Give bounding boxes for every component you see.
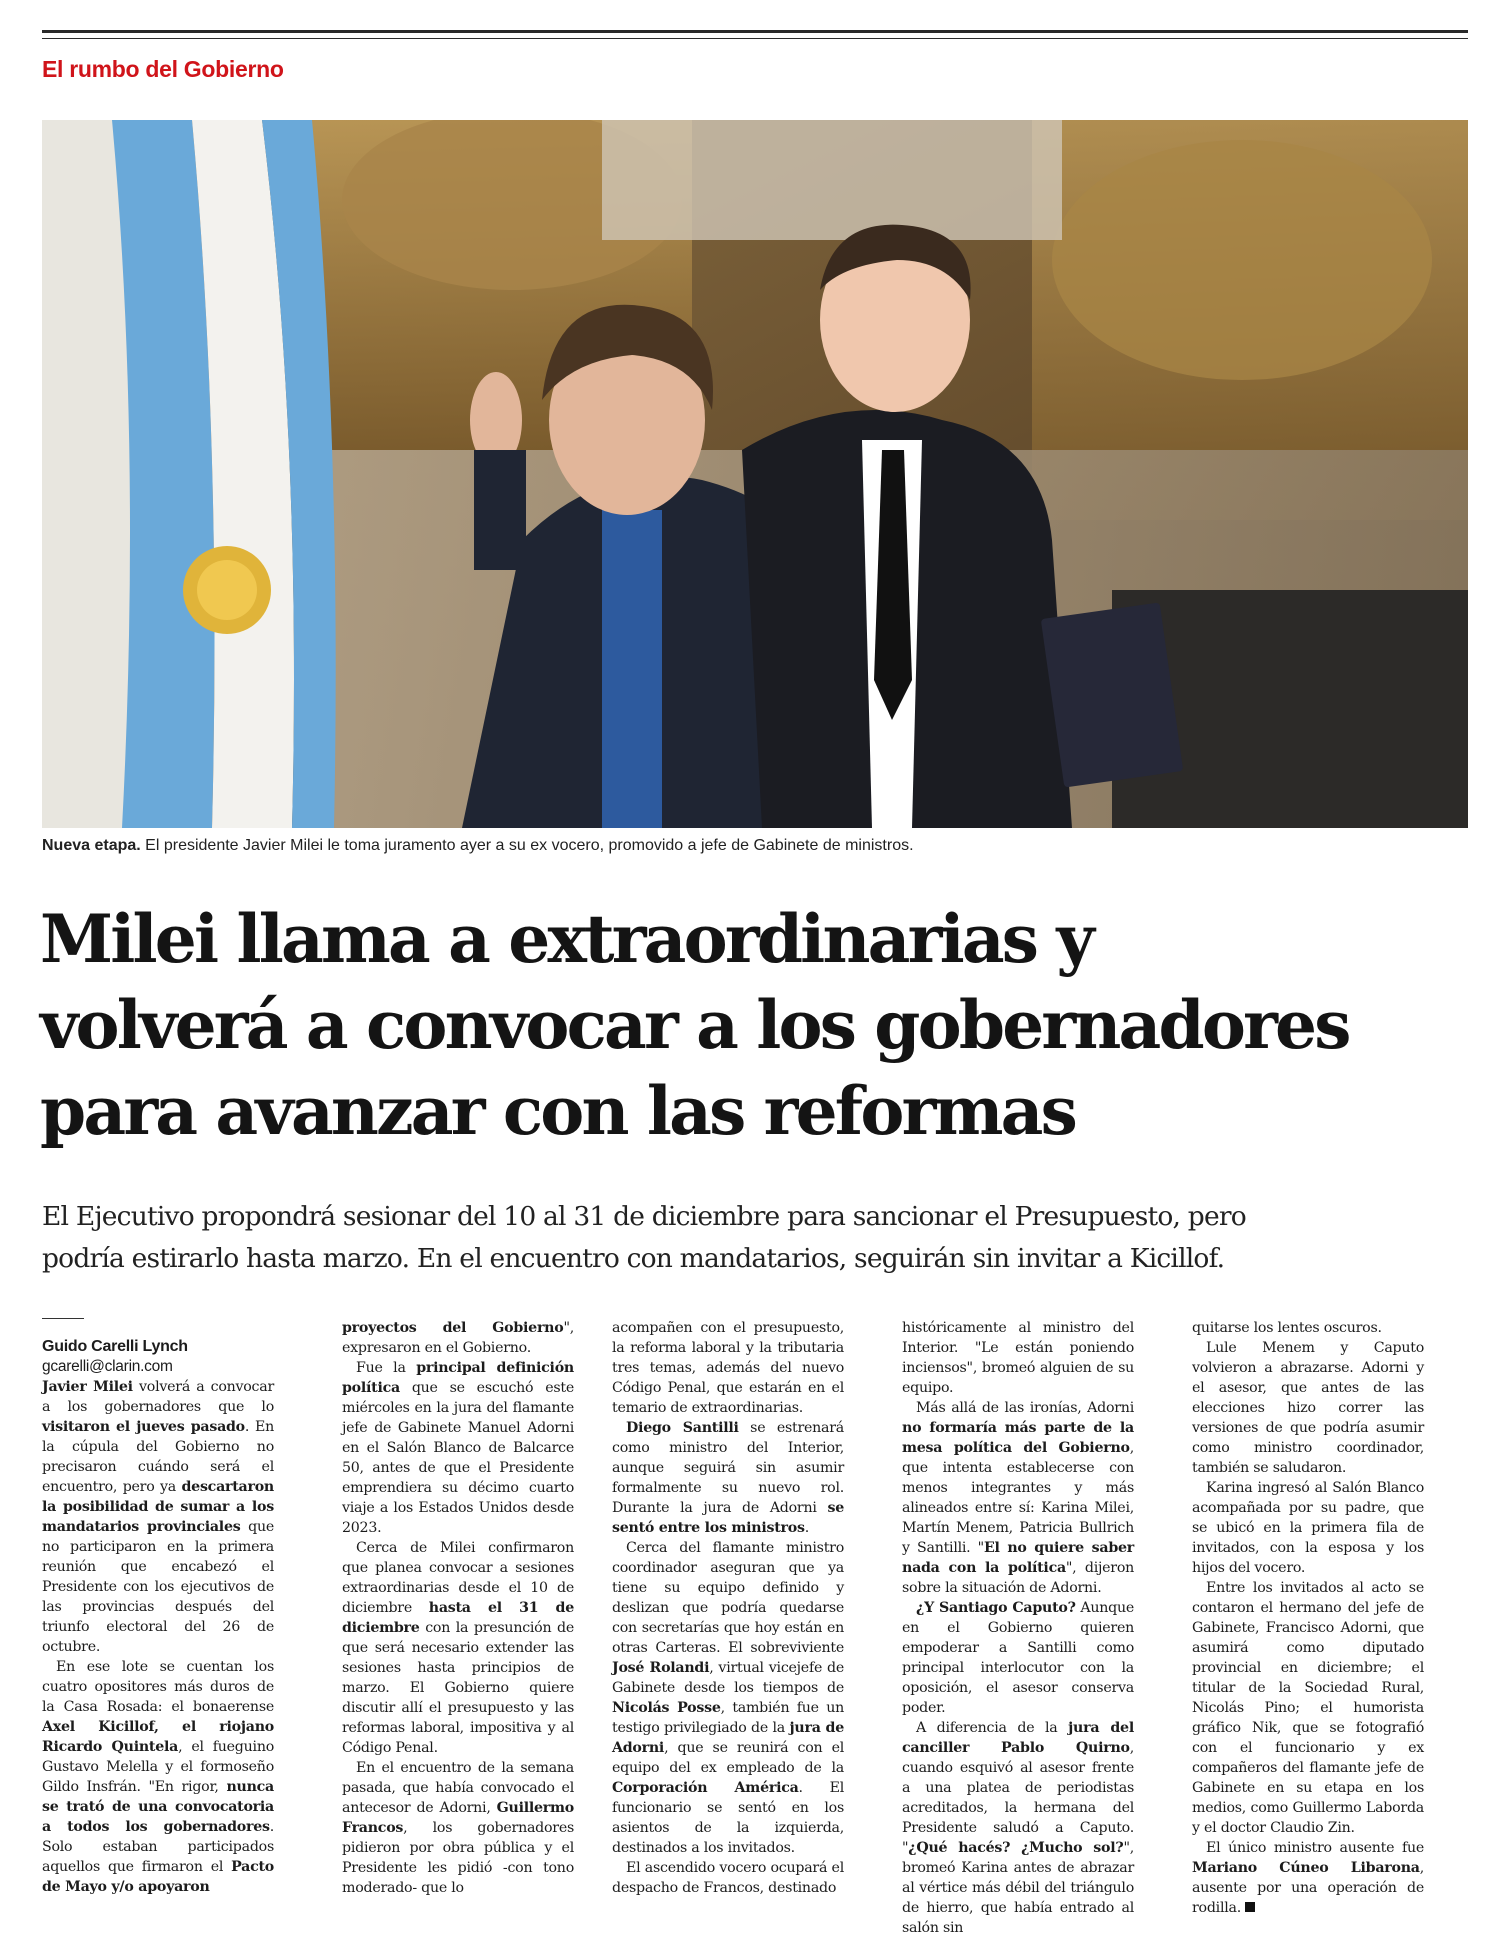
text-run: se estrenará como ministro del Interior, aunque seguirá sin asumir formalmente su nuevo rol. Durante la jura de Adorni: [612, 1420, 844, 1516]
bold-run: José Rolandi: [612, 1660, 710, 1676]
paragraph: [342, 1358, 574, 1538]
text-run: , que se reunirá con el equipo del ex empleado de la: [612, 1740, 844, 1776]
text-run: . En la cúpula del Gobierno no precisaron cuándo será el encuentro, pero ya: [42, 1419, 275, 1495]
text-run: El único ministro ausente fue: [1206, 1840, 1424, 1856]
paragraph: [612, 1418, 844, 1538]
subheadline-line: podría estirarlo hasta marzo. En el encuentro con mandatarios, seguirán sin invitar a Kicillof.: [42, 1243, 1225, 1274]
paragraph: [1192, 1838, 1424, 1918]
paragraph: [1192, 1318, 1424, 1338]
bold-run: principal definición política: [342, 1360, 574, 1396]
bold-run: hasta el 31 de diciembre: [342, 1600, 574, 1636]
author-name: Guido Carelli Lynch: [42, 1338, 188, 1355]
bold-run: El no quiere saber nada con la política: [902, 1540, 1134, 1576]
paragraph: [902, 1398, 1134, 1598]
section-label: El rumbo del Gobierno: [42, 56, 284, 82]
byline-rule: [42, 1318, 84, 1319]
bold-run: proyectos del Gobierno: [342, 1320, 564, 1336]
text-run: ", dijeron sobre la situación de Adorni.: [902, 1560, 1135, 1596]
paragraph: [42, 1657, 274, 1897]
bold-run: Diego Santilli: [626, 1420, 739, 1436]
paragraph: [612, 1318, 844, 1418]
bold-run: se sentó entre los ministros: [612, 1500, 844, 1536]
text-run: quitarse los lentes oscuros.: [1192, 1320, 1382, 1336]
paragraph: [42, 1377, 274, 1657]
text-run: . Solo estaban participados aquellos que firmaron el: [42, 1819, 274, 1875]
text-run: que no participaron en la primera reunión que encabezó el Presidente con los ejecutivos de las provincias después del triunfo electoral del 26 de octubre.: [42, 1519, 274, 1655]
text-run: ", expresaron en el Gobierno.: [342, 1320, 574, 1356]
bold-run: descartaron la posibilidad de sumar a los mandatarios provinciales: [42, 1479, 274, 1535]
caption-text: El presidente Javier Milei le toma juramento ayer a su ex vocero, promovido a jefe de Gabinete de ministros.: [140, 837, 914, 854]
text-run: que se escuchó este miércoles en la jura del flamante jefe de Gabinete Manuel Adorni en el Salón Blanco de Balcarce 50, antes de que el Presidente emprendiera su décimo cuarto viaje a los Estados Unidos desde 2023.: [342, 1380, 574, 1536]
text-run: Cerca del flamante ministro coordinador aseguran que ya tiene su equipo definido y deslizan que podría quedarse con secretarías que hoy están en otras Carteras. El sobreviviente: [612, 1540, 844, 1656]
paragraph: [1192, 1478, 1424, 1578]
headline-line: para avanzar con las reformas: [40, 1072, 1075, 1150]
bold-run: Pacto de Mayo y/o apoyaron: [42, 1859, 274, 1895]
headline-line: Milei llama a extraordinarias y: [40, 900, 1092, 978]
paragraph: [342, 1538, 574, 1758]
text-run: Más allá de las ironías, Adorni: [916, 1400, 1134, 1416]
bold-run: visitaron el jueves pasado: [42, 1419, 245, 1435]
text-run: Fue la: [356, 1360, 417, 1376]
bold-run: nunca se trató de una convocatoria a todos los gobernadores: [42, 1779, 274, 1835]
bold-run: jura de Adorni: [612, 1720, 844, 1756]
text-run: , que intenta establecerse con menos integrantes y más alineados entre sí: Karina Milei, Martín Menem, Patricia Bullrich y Santilli. ": [902, 1440, 1134, 1556]
text-run: , virtual vicejefe de Gabinete desde los tiempos de: [612, 1660, 844, 1696]
bold-run: Nicolás Posse: [612, 1700, 721, 1716]
text-run: históricamente al ministro del Interior. "Le están poniendo inciensos", bromeó alguien de su equipo.: [902, 1320, 1134, 1396]
text-run: acompañen con el presupuesto, la reforma laboral y la tributaria tres temas, además del nuevo Código Penal, que estarán en el temario de extraordinarias.: [612, 1320, 844, 1416]
text-run: En el encuentro de la semana pasada, que había convocado el antecesor de Adorni,: [342, 1760, 574, 1816]
text-run: Entre los invitados al acto se contaron el hermano del jefe de Gabinete, Francisco Adorni, que asumirá como diputado provincial en diciembre; el titular de la Sociedad Rural, Nicolás Pino; el humorista gráfico Nik, que se fotografió con el funcionario y ex compañeros del flamante jefe de Gabinete en su etapa en los medios, como Guillermo Laborda y el doctor Claudio Zin.: [1192, 1580, 1424, 1836]
text-run: , el fueguino Gustavo Melella y el formoseño Gildo Insfrán. "En rigor,: [42, 1739, 274, 1795]
paragraph: [902, 1718, 1134, 1938]
text-run: , cuando esquivó al asesor frente a una platea de periodistas acreditados, la hermana del Presidente saludó a Caputo. ": [902, 1740, 1134, 1856]
bold-run: ¿Qué hacés? ¿Mucho sol?: [908, 1840, 1124, 1856]
paragraph: [1192, 1578, 1424, 1838]
text-run: , ausente por una operación de rodilla.: [1192, 1860, 1424, 1916]
caption-lead: Nueva etapa.: [42, 837, 141, 854]
paragraph: [612, 1858, 844, 1898]
end-mark: [1245, 1902, 1255, 1912]
bold-run: Guillermo Francos: [342, 1800, 574, 1836]
bold-run: Javier Milei: [42, 1379, 133, 1395]
text-run: , los gobernadores pidieron por obra pública y el Presidente les pidió -con tono moderado- que lo: [342, 1820, 574, 1896]
article-column-1: [42, 1318, 274, 1897]
bold-run: Axel Kicillof, el riojano Ricardo Quintela: [42, 1719, 274, 1755]
news-photo: [42, 120, 1468, 828]
article-column-3: [612, 1318, 844, 1898]
text-run: .: [804, 1520, 809, 1536]
paragraph: [612, 1538, 844, 1858]
bold-run: ¿Y Santiago Caputo?: [916, 1600, 1076, 1616]
headline-line: volverá a convocar a los gobernadores: [40, 986, 1349, 1064]
text-run: Cerca de Milei confirmaron que planea convocar a sesiones extraordinarias desde el 10 de diciembre: [342, 1540, 574, 1616]
text-run: En ese lote se cuentan los cuatro opositores más duros de la Casa Rosada: el bonaerense: [42, 1659, 274, 1715]
photo-caption: [42, 836, 1468, 856]
author-email[interactable]: gcarelli@clarin.com: [42, 1358, 173, 1375]
paragraph: [902, 1318, 1134, 1398]
subheadline: [42, 1196, 1472, 1280]
text-run: El ascendido vocero ocupará el despacho de Francos, destinado: [612, 1860, 844, 1896]
subheadline-line: El Ejecutivo propondrá sesionar del 10 al 31 de diciembre para sancionar el Presupuesto, pero: [42, 1201, 1246, 1232]
headline: [40, 896, 1480, 1154]
text-run: con la presunción de que será necesario extender las sesiones hasta principios de marzo. El Gobierno quiere discutir allí el presupuesto y las reformas laboral, impositiva y al Código Penal.: [342, 1620, 574, 1756]
text-run: Aunque en el Gobierno quieren empoderar a Santilli como principal interlocutor con la oposición, el asesor conserva poder.: [902, 1600, 1134, 1716]
bold-run: no formaría más parte de la mesa política del Gobierno: [902, 1420, 1134, 1456]
paragraph: [342, 1758, 574, 1898]
text-run: , también fue un testigo privilegiado de la: [612, 1700, 844, 1736]
article-column-5: [1192, 1318, 1424, 1918]
text-run: volverá a convocar a los gobernadores que lo: [42, 1379, 274, 1415]
top-rule-thin: [42, 38, 1468, 39]
text-run: ", bromeó Karina antes de abrazar al vértice más débil del triángulo de hierro, que había entrado al salón sin: [902, 1840, 1134, 1936]
bold-run: Mariano Cúneo Libarona: [1192, 1860, 1420, 1876]
top-rule: [42, 30, 1468, 33]
bold-run: jura del canciller Pablo Quirno: [902, 1720, 1134, 1756]
article-column-4: [902, 1318, 1134, 1938]
text-run: Lule Menem y Caputo volvieron a abrazarse. Adorni y el asesor, que antes de las elecciones hizo correr las versiones de que podría asumir como ministro coordinador, también se saludaron.: [1192, 1340, 1424, 1476]
text-run: Karina ingresó al Salón Blanco acompañada por su padre, que se ubicó en la primera fila de invitados, con la esposa y los hijos del vocero.: [1192, 1480, 1424, 1576]
paragraph: [342, 1318, 574, 1358]
bold-run: Corporación América: [612, 1780, 799, 1796]
article-column-2: [342, 1318, 574, 1898]
text-run: . El funcionario se sentó en los asientos de la izquierda, destinados a los invitados.: [612, 1780, 844, 1856]
text-run: A diferencia de la: [916, 1720, 1069, 1736]
paragraph: [902, 1598, 1134, 1718]
paragraph: [1192, 1338, 1424, 1478]
